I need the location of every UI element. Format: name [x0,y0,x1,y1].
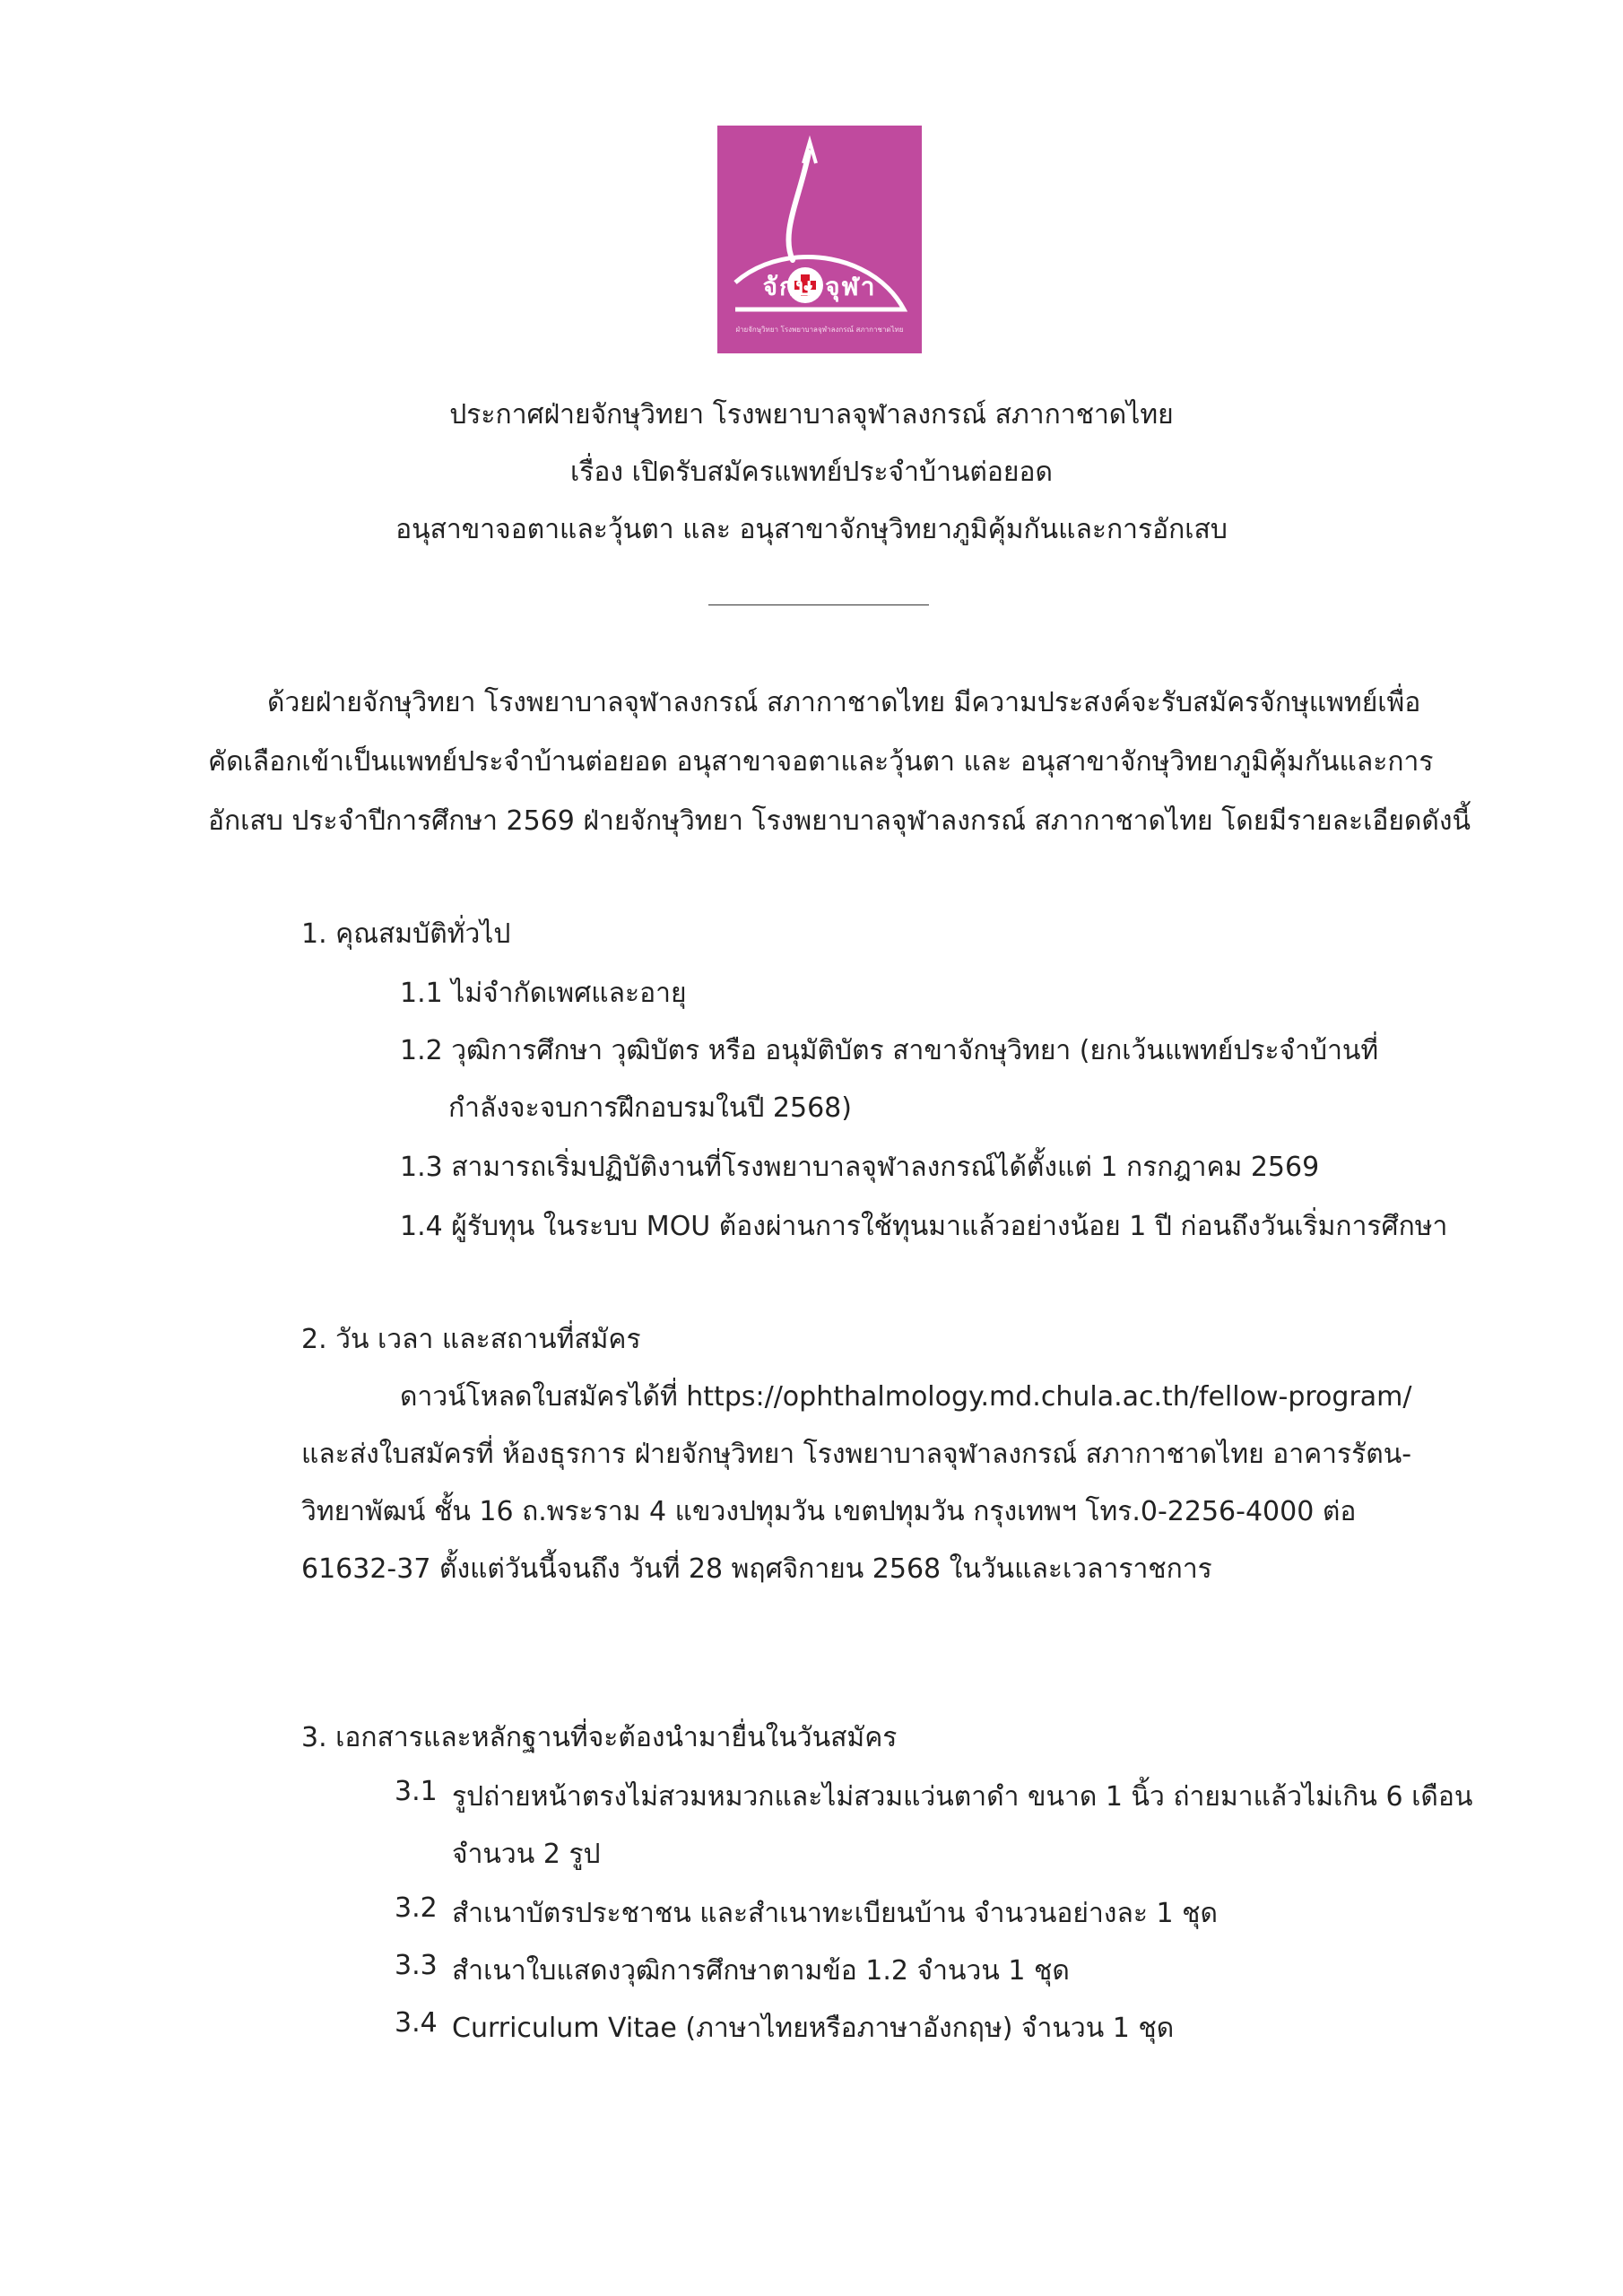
chula-eye-logo [717,126,922,353]
section-2-line: วิทยาพัฒน์ ชั้น 16 ถ.พระราม 4 แขวงปทุมวัน เขตปทุมวัน กรุงเทพฯ โทร.0-2256-4000 ต่อ [301,1496,1357,1527]
section-3-item-number: 3.4 [395,2007,438,2039]
section-3-item-text: สำเนาใบแสดงวุฒิการศึกษาตามข้อ 1.2 จำนวน 1 ชุด [452,1955,1070,1987]
section-3-title: 3. เอกสารและหลักฐานที่จะต้องนำมายื่นในวันสมัคร [301,1722,898,1753]
section-1-item: กำลังจะจบการฝึกอบรมในปี 2568) [448,1092,852,1124]
intro-line-3: อักเสบ ประจำปีการศึกษา 2569 ฝ่ายจักษุวิทยา โรงพยาบาลจุฬาลงกรณ์ สภากาชาดไทย โดยมีรายละเอียดดังนี้ [208,805,1471,837]
section-3-item-text: Curriculum Vitae (ภาษาไทยหรือภาษาอังกฤษ) จำนวน 1 ชุด [452,2013,1175,2044]
intro-line-1: ด้วยฝ่ายจักษุวิทยา โรงพยาบาลจุฬาลงกรณ์ สภากาชาดไทย มีความประสงค์จะรับสมัครจักษุแพทย์เพื่อ [267,687,1421,718]
section-2-line: 61632-37 ตั้งแต่วันนี้จนถึง วันที่ 28 พฤศจิกายน 2568 ในวันและเวลาราชการ [301,1553,1212,1585]
header-line-3: อนุสาขาจอตาและวุ้นตา และ อนุสาขาจักษุวิทยาภูมิคุ้มกันและการอักเสบ [395,514,1228,545]
section-3-item-text: รูปถ่ายหน้าตรงไม่สวมหมวกและไม่สวมแว่นตาดำ ขนาด 1 นิ้ว ถ่ายมาแล้วไม่เกิน 6 เดือน [452,1781,1473,1813]
section-1-item: 1.2 วุฒิการศึกษา วุฒิบัตร หรือ อนุมัติบัตร สาขาจักษุวิทยา (ยกเว้นแพทย์ประจำบ้านที่ [400,1035,1379,1066]
section-2-line: และส่งใบสมัครที่ ห้องธุรการ ฝ่ายจักษุวิทยา โรงพยาบาลจุฬาลงกรณ์ สภากาชาดไทย อาคารรัตน- [301,1439,1412,1470]
header-line-1: ประกาศฝ่ายจักษุวิทยา โรงพยาบาลจุฬาลงกรณ์ สภากาชาดไทย [449,399,1174,430]
logo-text: จักษุ จุฬา [762,272,877,301]
header-line-2: เรื่อง เปิดรับสมัครแพทย์ประจำบ้านต่อยอด [570,457,1053,488]
intro-line-2: คัดเลือกเข้าเป็นแพทย์ประจำบ้านต่อยอด อนุสาขาจอตาและวุ้นตา และ อนุสาขาจักษุวิทยาภูมิคุ้มกันและการ [208,746,1434,778]
section-1-item: 1.3 สามารถเริ่มปฏิบัติงานที่โรงพยาบาลจุฬาลงกรณ์ได้ตั้งแต่ 1 กรกฎาคม 2569 [400,1152,1320,1183]
section-2-title: 2. วัน เวลา และสถานที่สมัคร [301,1324,641,1355]
section-1-item: 1.1 ไม่จำกัดเพศและอายุ [400,978,687,1009]
section-3-item-number: 3.1 [395,1776,438,1807]
logo-subtext: ฝ่ายจักษุวิทยา โรงพยาบาลจุฬาลงกรณ์ สภากาชาดไทย [735,326,904,334]
section-3-item-number: 3.3 [395,1950,438,1981]
section-1-item: 1.4 ผู้รับทุน ในระบบ MOU ต้องผ่านการใช้ทุนมาแล้วอย่างน้อย 1 ปี ก่อนถึงวันเริ่มการศึกษา [400,1211,1448,1242]
header-divider [708,604,929,605]
section-3-item-number: 3.2 [395,1892,438,1924]
section-3-item-text: สำเนาบัตรประชาชน และสำเนาทะเบียนบ้าน จำนวนอย่างละ 1 ชุด [452,1898,1218,1929]
section-3-item-text: จำนวน 2 รูป [452,1839,601,1870]
section-1-title: 1. คุณสมบัติทั่วไป [301,918,511,950]
eye-logo-graphic-icon [717,126,922,353]
section-2-line: ดาวน์โหลดใบสมัครได้ที่ https://ophthalmology.md.chula.ac.th/fellow-program/ [400,1381,1412,1413]
